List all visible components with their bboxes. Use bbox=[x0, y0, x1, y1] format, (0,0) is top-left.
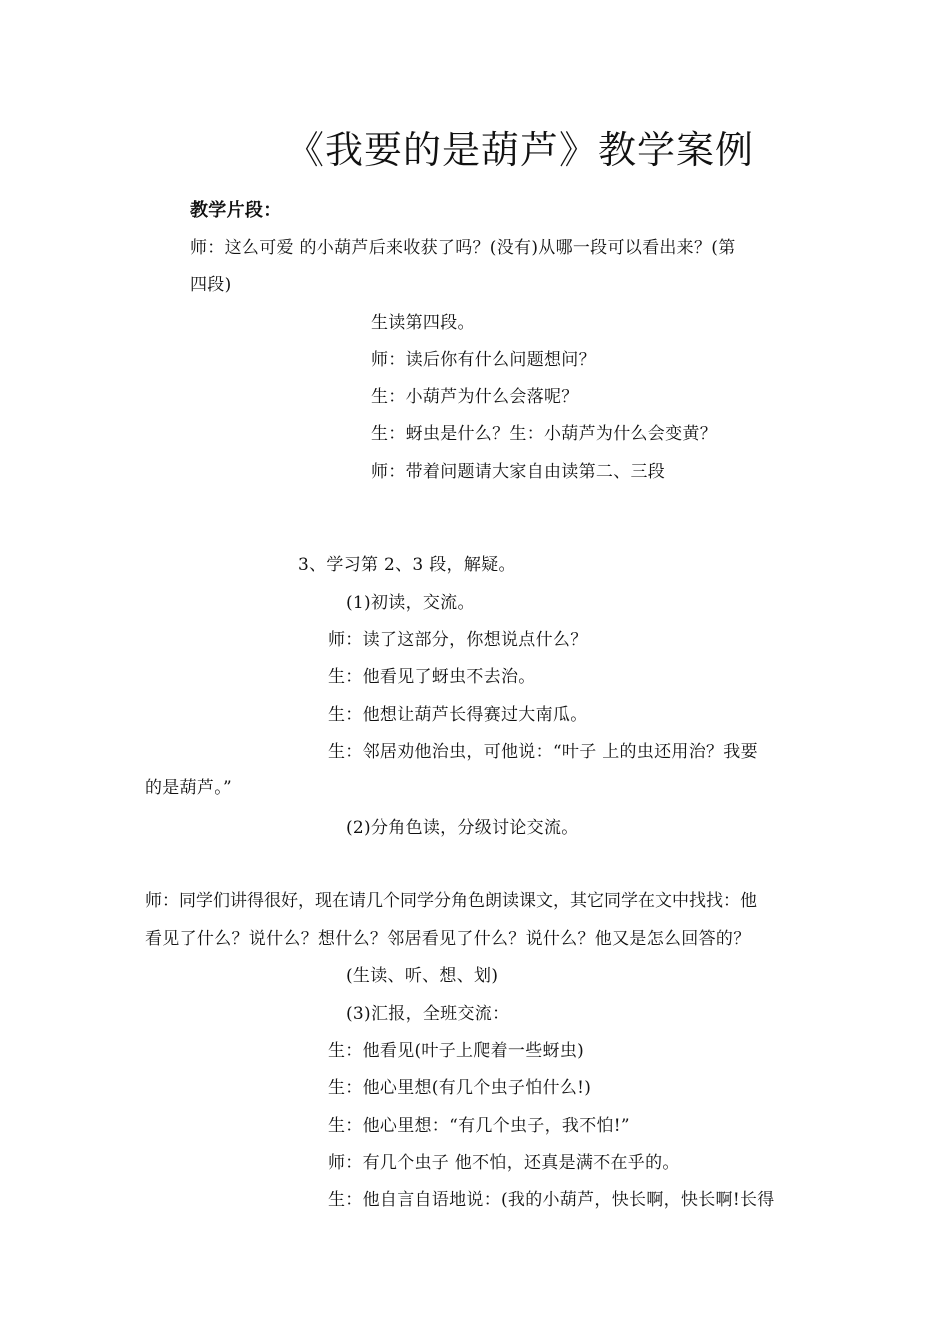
text-line: 师：读后你有什么问题想问？ bbox=[371, 350, 596, 370]
page-title: 《我要的是葫芦》教学案例 bbox=[285, 128, 754, 172]
text-line: 生：他看见了蚜虫不去治。 bbox=[328, 667, 536, 687]
text-line: 3、学习第 2、3 段，解疑。 bbox=[298, 555, 516, 575]
text-line: (生读、听、想、划) bbox=[346, 966, 499, 986]
section-heading: 教学片段： bbox=[190, 200, 282, 221]
text-line: 生：他看见(叶子上爬着一些蚜虫) bbox=[328, 1041, 585, 1061]
text-line: 生：邻居劝他治虫，可他说：“叶子 上的虫还用治？我要 bbox=[328, 742, 758, 762]
text-line: 生：他心里想：“有几个虫子，我不怕!” bbox=[328, 1116, 630, 1136]
text-line: 生：他想让葫芦长得赛过大南瓜。 bbox=[328, 705, 588, 725]
text-line: (1)初读，交流。 bbox=[346, 593, 475, 613]
text-line: 师：读了这部分，你想说点什么？ bbox=[328, 630, 588, 650]
text-line: (3)汇报，全班交流： bbox=[346, 1004, 510, 1024]
text-line: 四段) bbox=[190, 275, 232, 295]
text-line: 的是葫芦。” bbox=[145, 778, 232, 798]
text-line: 生读第四段。 bbox=[371, 313, 475, 333]
text-line: 师：同学们讲得很好，现在请几个同学分角色朗读课文，其它同学在文中找找：他 bbox=[145, 891, 757, 911]
text-line: 生：小葫芦为什么会落呢？ bbox=[371, 387, 579, 407]
text-line: 生：他自言自语地说：(我的小葫芦，快长啊，快长啊!长得 bbox=[328, 1190, 775, 1210]
text-line: (2)分角色读，分级讨论交流。 bbox=[346, 818, 579, 838]
text-line: 师：带着问题请大家自由读第二、三段 bbox=[371, 462, 666, 482]
text-line: 生：他心里想(有几个虫子怕什么!) bbox=[328, 1078, 592, 1098]
text-line: 师：有几个虫子 他不怕，还真是满不在乎的。 bbox=[328, 1153, 680, 1173]
text-line: 看见了什么？说什么？想什么？邻居看见了什么？说什么？他又是怎么回答的？ bbox=[145, 929, 751, 949]
text-line: 师：这么可爱 的小葫芦后来收获了吗？(没有)从哪一段可以看出来？(第 bbox=[190, 238, 736, 258]
text-line: 生：蚜虫是什么？生：小葫芦为什么会变黄？ bbox=[371, 424, 717, 444]
